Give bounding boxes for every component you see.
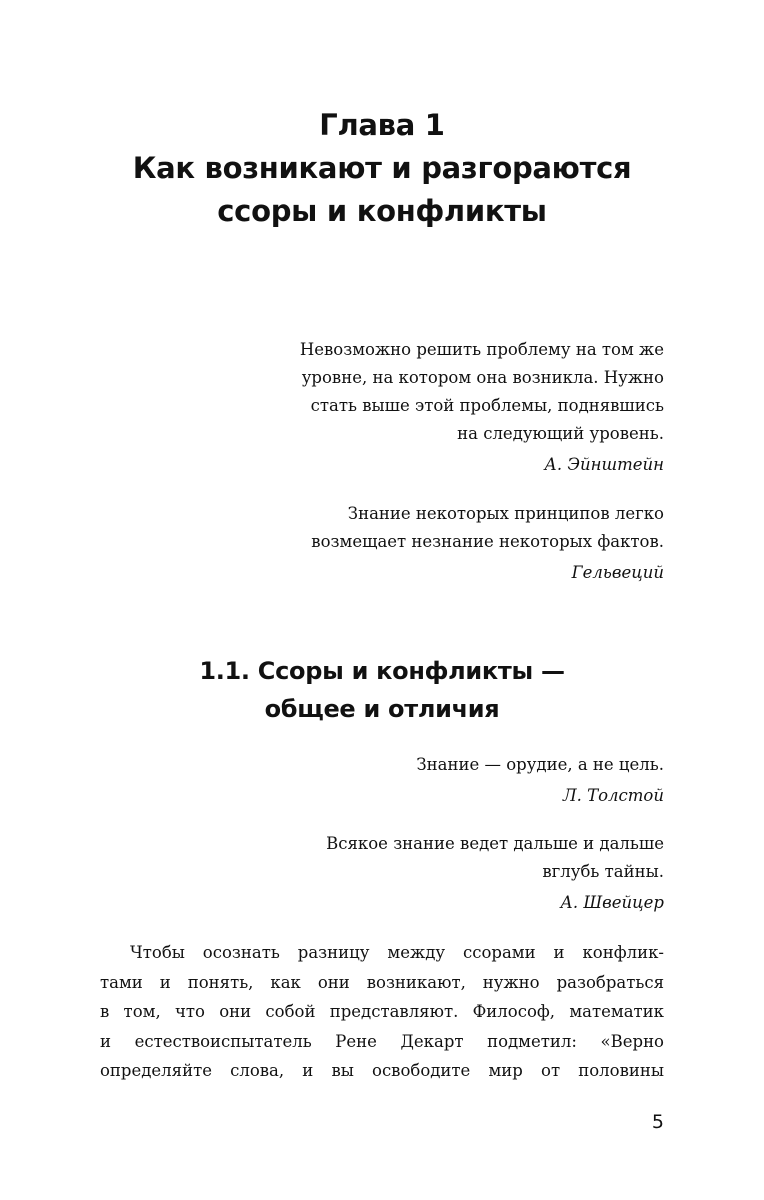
epigraph-line: Невозможно решить проблему на том же [299, 340, 664, 359]
epigraph-author: А. Швейцер [560, 893, 664, 912]
epigraph-line: стать выше этой проблемы, поднявшись [310, 396, 664, 415]
epigraph-line: уровне, на котором она возникла. Нужно [301, 368, 664, 387]
body-line: определяйте слова, и вы освободите мир от половины [100, 1061, 664, 1080]
body-paragraph [100, 938, 664, 1086]
epigraph-author: Л. Толстой [562, 786, 664, 805]
epigraph-line: Знание — орудие, а не цель. [416, 755, 664, 774]
epigraph-author: Гельвеций [571, 563, 664, 582]
epigraph-line: Знание некоторых принципов легко [347, 504, 664, 523]
epigraph-tolstoy [416, 751, 664, 810]
chapter-title-line: Как возникают и разгораются [132, 151, 632, 185]
epigraph-author: А. Эйнштейн [544, 455, 664, 474]
section-title-line: общее и отличия [264, 695, 500, 723]
epigraph-helvetius [311, 500, 664, 587]
chapter-title-line: ссоры и конфликты [217, 194, 547, 228]
body-line: и естествоиспытатель Рене Декарт подметил: «Верно [100, 1031, 664, 1051]
epigraph-line: Всякое знание ведет дальше и дальше [326, 834, 664, 853]
body-line: тами и понять, как они возникают, нужно разобраться [100, 972, 664, 992]
section-title-line: 1.1. Ссоры и конфликты — [199, 657, 565, 685]
epigraph-einstein [300, 336, 664, 479]
chapter-title [0, 104, 764, 233]
section-title [0, 652, 764, 728]
chapter-title-line: Глава 1 [319, 108, 445, 142]
page-number: 5 [651, 1111, 664, 1133]
epigraph-schweitzer [326, 830, 664, 917]
epigraph-line: вглубь тайны. [542, 862, 664, 881]
body-line: в том, что они собой представляют. Философ, математик [100, 1002, 664, 1021]
epigraph-line: возмещает незнание некоторых фактов. [311, 532, 664, 551]
body-line: Чтобы осознать разницу между ссорами и конфлик- [130, 943, 664, 962]
epigraph-line: на следующий уровень. [457, 424, 664, 443]
